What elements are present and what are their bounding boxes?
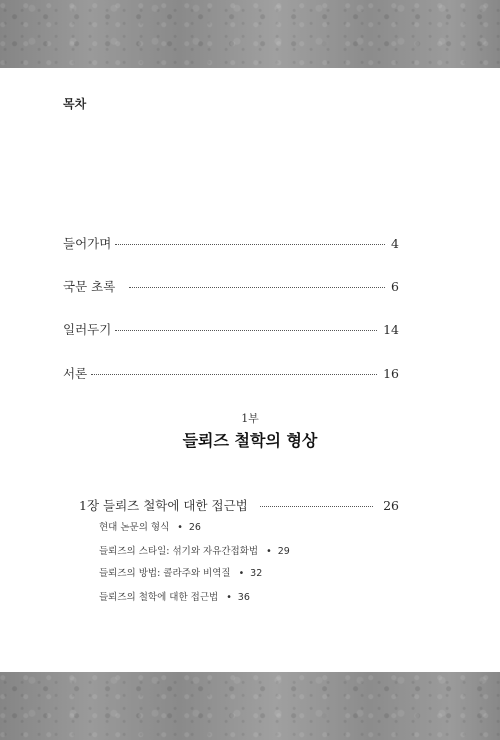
chapter-page: 26 [383,498,399,513]
toc-entry-page: 14 [383,322,399,337]
dot-leader [115,244,385,245]
part-title: 들뢰즈 철학의 형상 [182,431,318,450]
part-label: 1부 [241,412,259,425]
bullet-separator: • [177,522,183,533]
toc-entry-title: 들어가며 [63,236,112,251]
toc-entry[interactable] [63,364,399,382]
toc-entry-title: 서론 [63,366,88,381]
bottom-texture-band [0,672,500,740]
section-page: 36 [237,592,250,603]
section-entry[interactable] [99,589,250,603]
section-page: 26 [188,522,201,533]
toc-entry[interactable] [63,320,399,338]
toc-heading: 목차 [63,97,87,111]
dot-leader [91,374,377,375]
bullet-separator: • [266,546,272,557]
section-entry[interactable] [99,565,262,579]
toc-entry-title: 국문 초록 [63,279,116,294]
bullet-separator: • [226,592,232,603]
dot-leader [115,330,377,331]
chapter-title: 1장 들뢰즈 철학에 대한 접근법 [79,498,248,513]
toc-entry[interactable] [63,277,399,295]
section-title: 들뢰즈의 철학에 대한 접근법 [99,592,219,603]
toc-entry-title: 일러두기 [63,322,112,337]
section-entry[interactable] [99,519,201,533]
section-page: 32 [250,568,263,579]
dot-leader [129,287,385,288]
toc-entry-page: 6 [391,279,399,294]
top-texture-band [0,0,500,68]
section-title: 현대 논문의 형식 [99,522,170,533]
dot-leader [260,506,373,507]
chapter-entry[interactable] [79,496,399,514]
toc-entry-page: 4 [391,236,399,251]
toc-entry[interactable] [63,234,399,252]
section-title: 들뢰즈의 스타일: 섞기와 자유간접화법 [99,546,259,557]
toc-entry-page: 16 [383,366,399,381]
section-entry[interactable] [99,543,290,557]
bullet-separator: • [238,568,245,579]
section-page: 29 [277,546,290,557]
section-title: 들뢰즈의 방법: 콜라주와 비역질 [99,568,231,579]
